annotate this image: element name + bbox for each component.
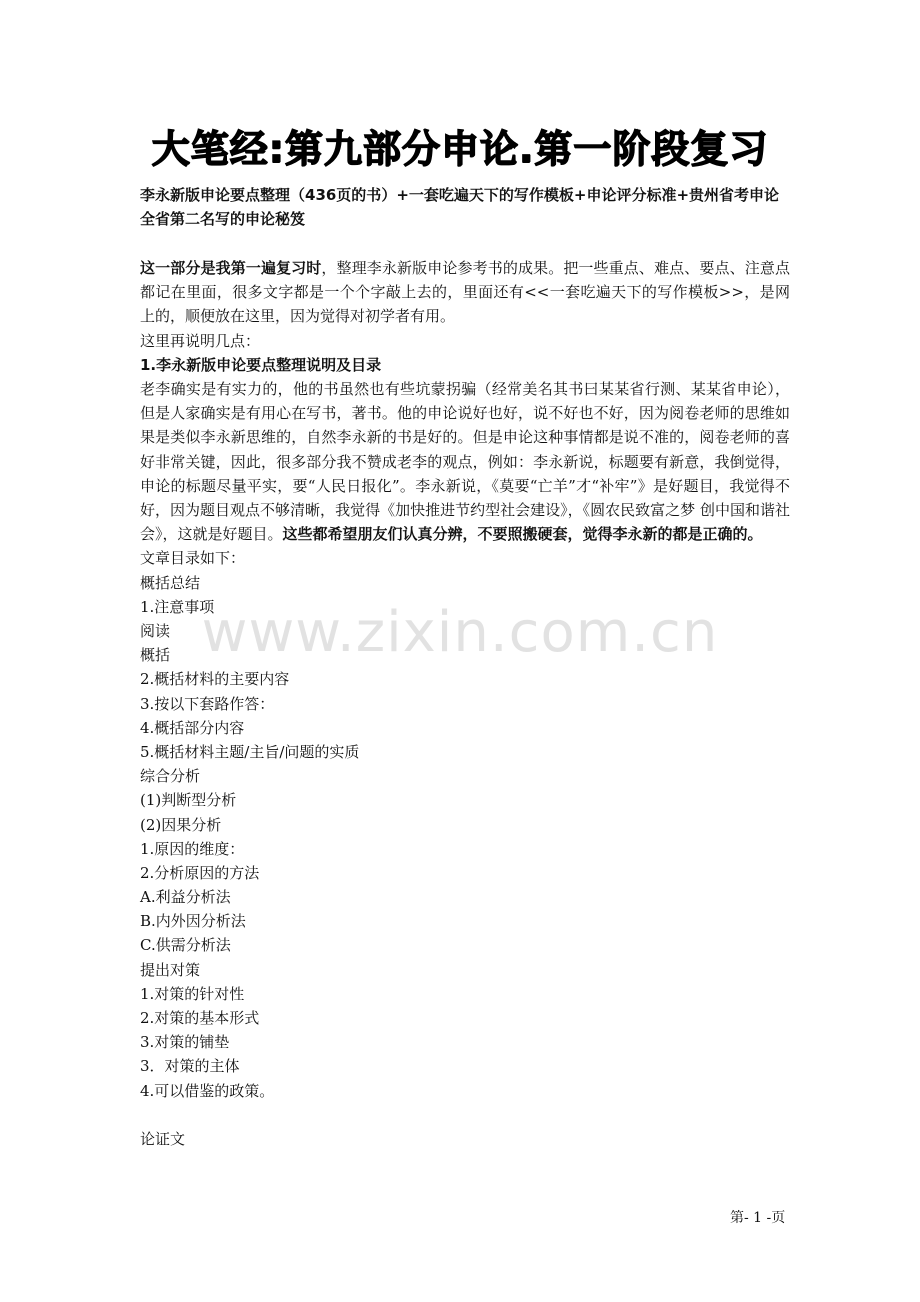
note-line: 这里再说明几点： (140, 331, 261, 350)
toc-item: 提出对策 (140, 960, 201, 979)
blank-line (140, 1103, 790, 1127)
intro-bold: 这一部分是我第一遍复习时 (140, 259, 322, 277)
page-number: 第- 1 -页 (730, 1210, 786, 1226)
watermark: www.zixin.com.cn (201, 600, 719, 665)
toc-item: 3.按以下套路作答： (140, 694, 275, 713)
toc-item: 1.注意事项 (140, 597, 215, 616)
toc-item: 1.对策的针对性 (140, 984, 245, 1003)
toc-item: B.内外因分析法 (140, 912, 246, 931)
toc-item: 阅读 (140, 622, 171, 641)
document-subtitle: 李永新版申论要点整理（436页的书）+一套吃遍天下的写作模板+申论评分标准+贵州省考申论全省第二名写的申论秘笈 (140, 186, 780, 228)
section-paragraph (140, 377, 790, 546)
intro-text: ，整理李永新版申论参考书的成果。把一些重点、难点、要点、注意点都记在里面，很多文字都是一个个字敲上去的，里面还有<<一套吃遍天下的写作模板>>，是网上的，顺便放在这里，因为觉得对初学者有用。 (140, 259, 790, 326)
section-text: 老李确实是有实力的，他的书虽然也有些坑蒙拐骗（经常美名其书曰某某省行测、某某省申论），但是人家确实是有用心在写书，著书。他的申论说好也好，说不好也不好，因为阅卷老师的思维如果是类似李永新思维的，自然李永新的书是好的。但是申论这种事情都是说不准的，阅卷老师的喜好非常关键，因此，很多部分我不赞成老李的观点，例如：李永新说，标题要有新意，我倒觉得，申论的标题尽量平实，要“人民日报化”。李永新说，《莫要“亡羊”才“补牢”》是好题目，我觉得不好，因为题目观点不够清晰，我觉得《加快推进节约型社会建设》，《圆农民致富之梦 创中国和谐社会》，这就是好题目。 (140, 380, 790, 544)
intro-paragraph (140, 256, 790, 329)
toc-item: 概括 (140, 646, 171, 665)
toc-item: 3.对策的铺垫 (140, 1033, 230, 1052)
toc-item: 3．对策的主体 (140, 1057, 240, 1076)
toc-item: 综合分析 (140, 767, 201, 786)
toc-item: 2.分析原因的方法 (140, 863, 260, 882)
toc-list (140, 571, 790, 1103)
toc-item: 2.对策的基本形式 (140, 1009, 260, 1028)
section-bold: 这些都希望朋友们认真分辨，不要照搬硬套，觉得李永新的都是正确的。 (282, 525, 763, 544)
toc-last-item: 论证文 (140, 1129, 186, 1148)
toc-item: A.利益分析法 (140, 888, 231, 907)
toc-item: 1.原因的维度： (140, 839, 245, 858)
document-title: 大笔经:第九部分申论.第一阶段复习 (151, 127, 769, 171)
toc-item: C.供需分析法 (140, 936, 231, 955)
toc-item: 5.概括材料主题/主旨/问题的实质 (140, 742, 360, 761)
toc-item: 概括总结 (140, 573, 201, 592)
toc-item: 4.可以借鉴的政策。 (140, 1081, 275, 1100)
toc-item: 4.概括部分内容 (140, 718, 245, 737)
toc-heading: 文章目录如下： (140, 549, 246, 568)
toc-item: (1)判断型分析 (140, 791, 237, 810)
document-body (140, 256, 790, 1151)
toc-item: 2.概括材料的主要内容 (140, 670, 290, 689)
toc-item: (2)因果分析 (140, 815, 222, 834)
section-heading: 1.李永新版申论要点整理说明及目录 (140, 355, 382, 374)
